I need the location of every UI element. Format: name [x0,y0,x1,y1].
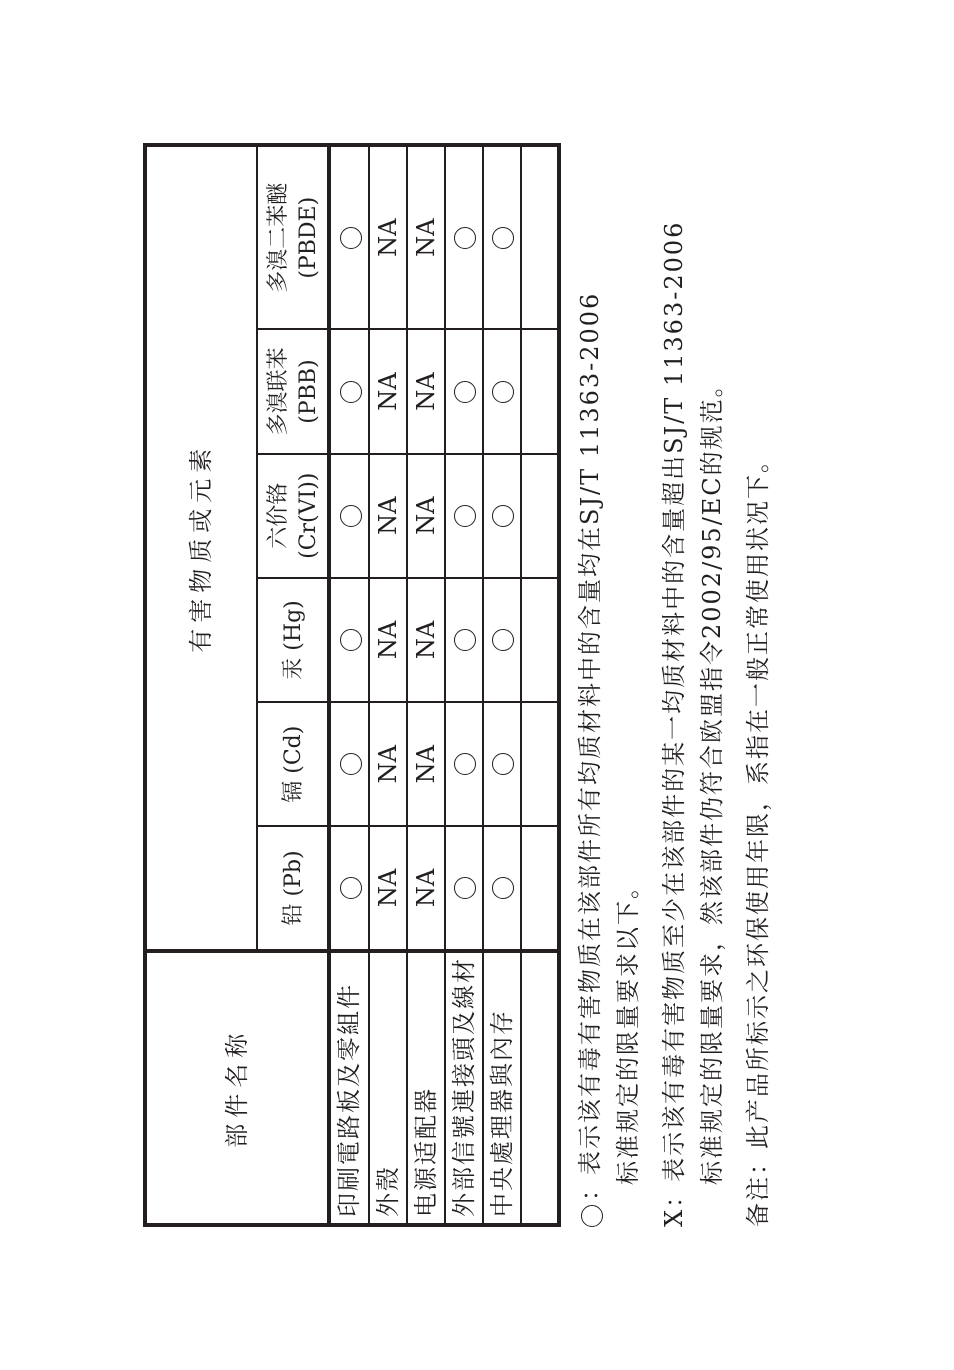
circle-mark-icon [492,227,514,249]
part-name-header: 部件名称 [145,951,329,1225]
column-header: 铅 (Pb) [257,826,329,950]
na-cell: NA [369,454,407,578]
substance-group-header: 有害物质或元素 [145,145,257,951]
table-row [369,145,407,1225]
circle-mark-icon [581,1205,603,1227]
empty-cell [521,329,559,453]
column-header: 多溴二苯醚 (PBDE) [257,145,329,329]
circle-mark-icon [454,753,476,775]
circle-mark-icon [454,629,476,651]
circle-mark-icon [492,381,514,403]
na-cell: NA [369,702,407,826]
note-remark: 备注：此产品所标示之环保使用年限，系指在一般正常使用状况下。 [744,447,772,1227]
na-cell: NA [407,826,445,950]
circle-mark-icon [454,227,476,249]
compliant-cell [483,145,521,329]
column-header: 汞 (Hg) [257,578,329,702]
compliant-cell [483,826,521,950]
x-mark: X [660,1207,688,1227]
empty-cell [521,702,559,826]
compliant-cell [329,826,369,950]
compliant-cell [329,145,369,329]
na-cell: NA [407,702,445,826]
compliant-cell [445,826,483,950]
empty-cell [521,578,559,702]
circle-mark-icon [340,505,362,527]
hazardous-substance-table [143,143,561,1227]
empty-cell [521,454,559,578]
part-name-cell: 印刷電路板及零組件 [329,951,369,1225]
circle-mark-icon [454,877,476,899]
compliant-cell [483,454,521,578]
note-circle: ：表示该有毒有害物质在该部件所有均质材料中的含量均在SJ/T 11363-2006 [572,292,608,1227]
na-cell: NA [369,329,407,453]
circle-mark-icon [492,505,514,527]
table-row [407,145,445,1225]
na-cell: NA [369,826,407,950]
table-header-row [145,145,257,1225]
na-cell: NA [407,329,445,453]
na-cell: NA [407,454,445,578]
compliant-cell [329,454,369,578]
na-cell: NA [407,145,445,329]
compliant-cell [445,145,483,329]
empty-cell [521,826,559,950]
na-cell: NA [407,578,445,702]
na-cell: NA [369,145,407,329]
note-circle-line2: 标准规定的限量要求以下。 [614,873,642,1185]
part-name-cell: 外部信號連接頭及線材 [445,951,483,1225]
table-row [521,145,559,1225]
circle-mark-icon [340,629,362,651]
compliant-cell [329,329,369,453]
column-header: 多溴联苯 (PBB) [257,329,329,453]
na-cell: NA [369,578,407,702]
compliant-cell [445,702,483,826]
part-name-cell: 电源适配器 [407,951,445,1225]
table-row [483,145,521,1225]
table-row [445,145,483,1225]
part-name-cell [521,951,559,1225]
compliant-cell [445,329,483,453]
table-body [329,145,559,1225]
circle-mark-icon [454,381,476,403]
part-name-cell: 中央處理器與內存 [483,951,521,1225]
note-x-line2: 标准规定的限量要求，然该部件仍符合欧盟指令2002/95/EC的规范。 [698,371,726,1185]
part-name-cell: 外殼 [369,951,407,1225]
compliant-cell [483,578,521,702]
compliant-cell [329,702,369,826]
circle-mark-icon [340,381,362,403]
circle-mark-icon [492,753,514,775]
compliant-cell [483,702,521,826]
circle-mark-icon [340,753,362,775]
compliant-cell [445,578,483,702]
compliant-cell [329,578,369,702]
compliant-cell [445,454,483,578]
circle-mark-icon [340,877,362,899]
table-row [329,145,369,1225]
circle-mark-icon [340,227,362,249]
compliant-cell [483,329,521,453]
circle-mark-icon [454,505,476,527]
column-header: 镉 (Cd) [257,702,329,826]
note-x: X：表示该有毒有害物质至少在该部件的某一均质材料中的含量超出SJ/T 11363-2006 [660,220,688,1227]
empty-cell [521,145,559,329]
circle-mark-icon [492,877,514,899]
column-header: 六价铬 (Cr(VI)) [257,454,329,578]
circle-mark-icon [492,629,514,651]
